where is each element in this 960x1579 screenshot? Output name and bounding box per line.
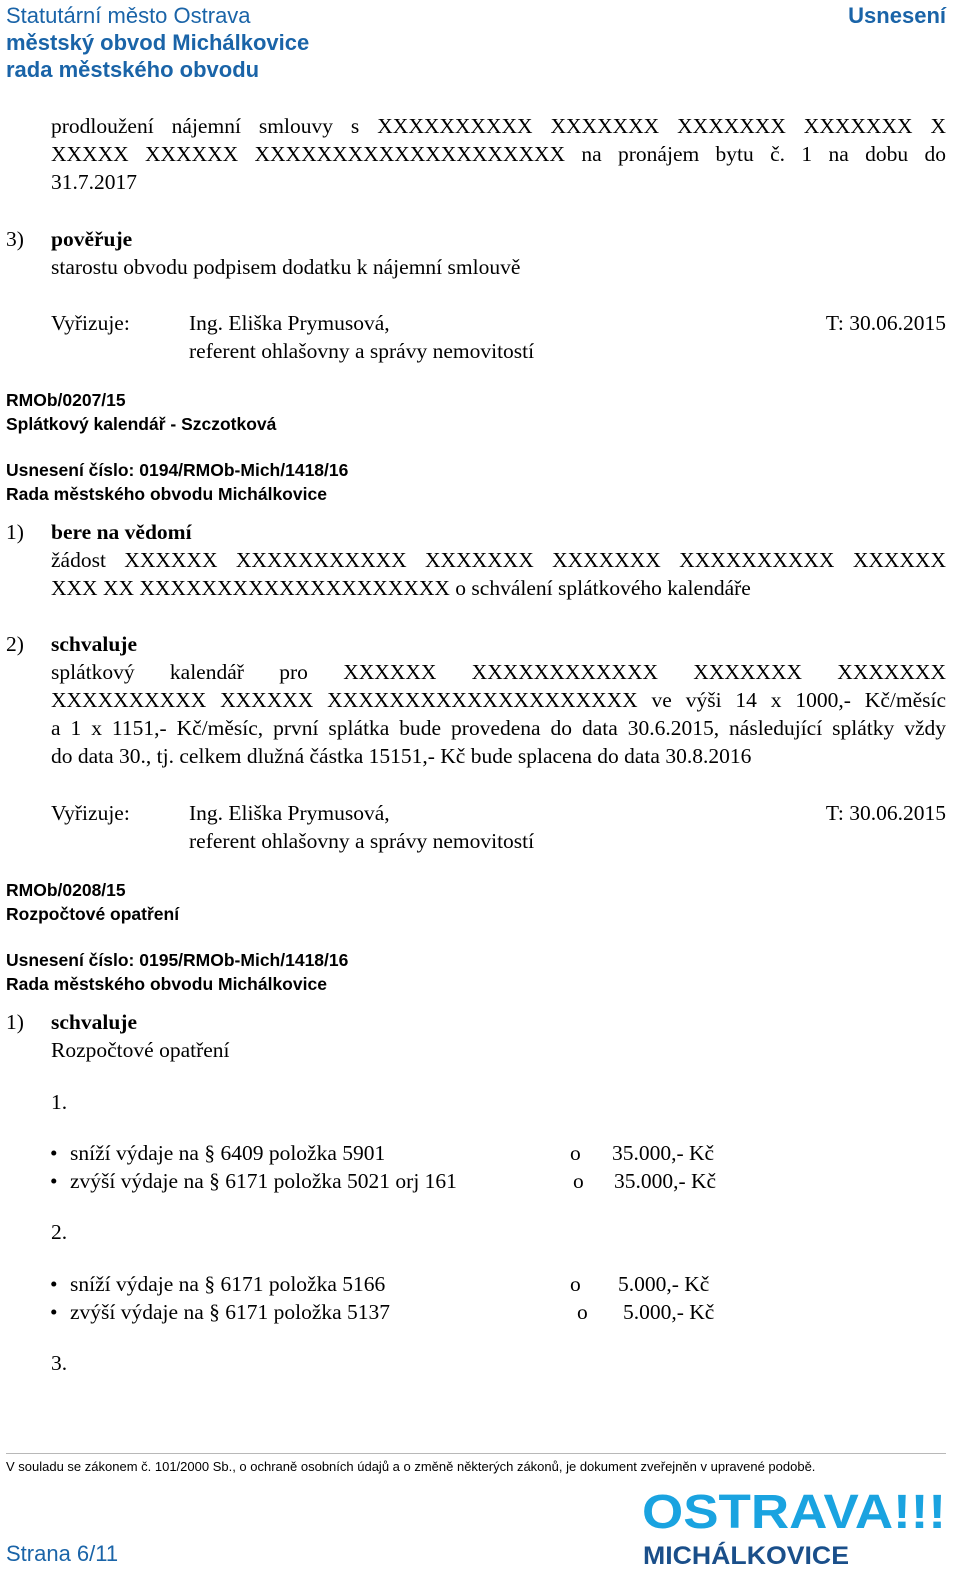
budget-group-1-label: 1. bbox=[51, 1090, 68, 1114]
section-208-item-1-text: Rozpočtové opatření bbox=[51, 1038, 230, 1062]
section-208-item-1-verb: schvaluje bbox=[51, 1010, 137, 1034]
section-208-resolution: Usnesení číslo: 0195/RMOb-Mich/1418/16 bbox=[6, 950, 349, 970]
section-207-item-2-line-3: a 1 x 1151,- Kč/měsíc, první splátka bude provedena do data 30.6.2015, následující splátky vždy bbox=[51, 716, 946, 740]
section-207-item-2-number: 2) bbox=[6, 632, 24, 656]
footer-privacy-note: V souladu se zákonem č. 101/2000 Sb., o ochraně osobních údajů a o změně některých zákonů, je dokument zveřejněn v upravené podobě. bbox=[6, 1459, 816, 1474]
header-city: Statutární město Ostrava bbox=[6, 3, 251, 28]
budget-row-text: sníží výdaje na § 6409 položka 5901 bbox=[70, 1141, 386, 1165]
handler-2-name: Ing. Eliška Prymusová, bbox=[189, 801, 390, 825]
handler-1-label: Vyřizuje: bbox=[51, 311, 130, 335]
section-207-item-2-line-2: XXXXXXXXXX XXXXXX XXXXXXXXXXXXXXXXXXXX ve výši 14 x 1000,- Kč/měsíc bbox=[51, 688, 946, 712]
budget-row-text: zvýší výdaje na § 6171 položka 5137 bbox=[70, 1300, 391, 1324]
handler-1-name: Ing. Eliška Prymusová, bbox=[189, 311, 390, 335]
header-block bbox=[6, 2, 309, 83]
intro-line-2: XXXXX XXXXXX XXXXXXXXXXXXXXXXXXXX na pronájem bytu č. 1 na dobu do bbox=[51, 142, 946, 166]
handler-1-deadline: T: 30.06.2015 bbox=[825, 311, 946, 335]
section-207-item-1-verb: bere na vědomí bbox=[51, 520, 192, 544]
bullet-icon: • bbox=[50, 1272, 58, 1296]
section-208-item-1-number: 1) bbox=[6, 1010, 24, 1034]
footer-divider bbox=[6, 1453, 946, 1454]
handler-2-label: Vyřizuje: bbox=[51, 801, 130, 825]
budget-row-text: zvýší výdaje na § 6171 položka 5021 orj 161 bbox=[70, 1169, 457, 1193]
budget-row-amount: 5.000,- Kč bbox=[623, 1300, 715, 1324]
ostrava-michalkovice-logo bbox=[640, 1484, 950, 1569]
header-doc-type: Usnesení bbox=[848, 3, 946, 28]
budget-row-marker: o bbox=[570, 1272, 581, 1296]
intro-line-3: 31.7.2017 bbox=[51, 170, 137, 194]
budget-row-amount: 5.000,- Kč bbox=[618, 1272, 710, 1296]
section-207-resolution: Usnesení číslo: 0194/RMOb-Mich/1418/16 bbox=[6, 460, 349, 480]
section-207-code: RMOb/0207/15 bbox=[6, 390, 126, 410]
bullet-icon: • bbox=[50, 1169, 58, 1193]
header-council: rada městského obvodu bbox=[6, 57, 260, 82]
item-3-text: starostu obvodu podpisem dodatku k nájemní smlouvě bbox=[51, 255, 521, 279]
handler-2-role: referent ohlašovny a správy nemovitostí bbox=[189, 829, 535, 853]
bullet-icon: • bbox=[50, 1300, 58, 1324]
section-208-body: Rada městského obvodu Michálkovice bbox=[6, 974, 327, 994]
logo-ostrava-text: OSTRAVA!!! bbox=[642, 1486, 946, 1539]
section-207-item-1-line-2: XXX XX XXXXXXXXXXXXXXXXXXXX o schválení splátkového kalendáře bbox=[51, 576, 751, 600]
item-3-number: 3) bbox=[6, 227, 24, 251]
budget-row-marker: o bbox=[577, 1300, 588, 1324]
section-207-body: Rada městského obvodu Michálkovice bbox=[6, 484, 327, 504]
section-208-code: RMOb/0208/15 bbox=[6, 880, 126, 900]
bullet-icon: • bbox=[50, 1141, 58, 1165]
section-207-item-1-line-1: žádost XXXXXX XXXXXXXXXXX XXXXXXX XXXXXXX XXXXXXXXXX XXXXXX bbox=[51, 548, 946, 572]
budget-row-marker: o bbox=[570, 1141, 581, 1165]
section-207-item-1-number: 1) bbox=[6, 520, 24, 544]
section-207-item-2-line-1: splátkový kalendář pro XXXXXX XXXXXXXXXXXX XXXXXXX XXXXXXX bbox=[51, 660, 946, 684]
item-3-verb: pověřuje bbox=[51, 227, 133, 251]
header-district: městský obvod Michálkovice bbox=[6, 30, 310, 55]
intro-line-1: prodloužení nájemní smlouvy s XXXXXXXXXX XXXXXXX XXXXXXX XXXXXXX X bbox=[51, 114, 946, 138]
section-208-title: Rozpočtové opatření bbox=[6, 904, 180, 924]
budget-row-amount: 35.000,- Kč bbox=[612, 1141, 715, 1165]
handler-2-deadline: T: 30.06.2015 bbox=[825, 801, 946, 825]
section-207-item-2-verb: schvaluje bbox=[51, 632, 137, 656]
logo-michalkovice-text: MICHÁLKOVICE bbox=[643, 1542, 837, 1569]
section-207-title: Splátkový kalendář - Szczotková bbox=[6, 414, 277, 434]
section-207-item-2-line-4: do data 30., tj. celkem dlužná částka 15151,- Kč bude splacena do data 30.8.2016 bbox=[51, 744, 752, 768]
page-number: Strana 6/11 bbox=[6, 1541, 119, 1566]
budget-row-amount: 35.000,- Kč bbox=[614, 1169, 717, 1193]
budget-row-marker: o bbox=[573, 1169, 584, 1193]
budget-row-text: sníží výdaje na § 6171 položka 5166 bbox=[70, 1272, 386, 1296]
budget-group-2-label: 2. bbox=[51, 1220, 68, 1244]
budget-group-3-label: 3. bbox=[51, 1351, 68, 1375]
handler-1-role: referent ohlašovny a správy nemovitostí bbox=[189, 339, 535, 363]
